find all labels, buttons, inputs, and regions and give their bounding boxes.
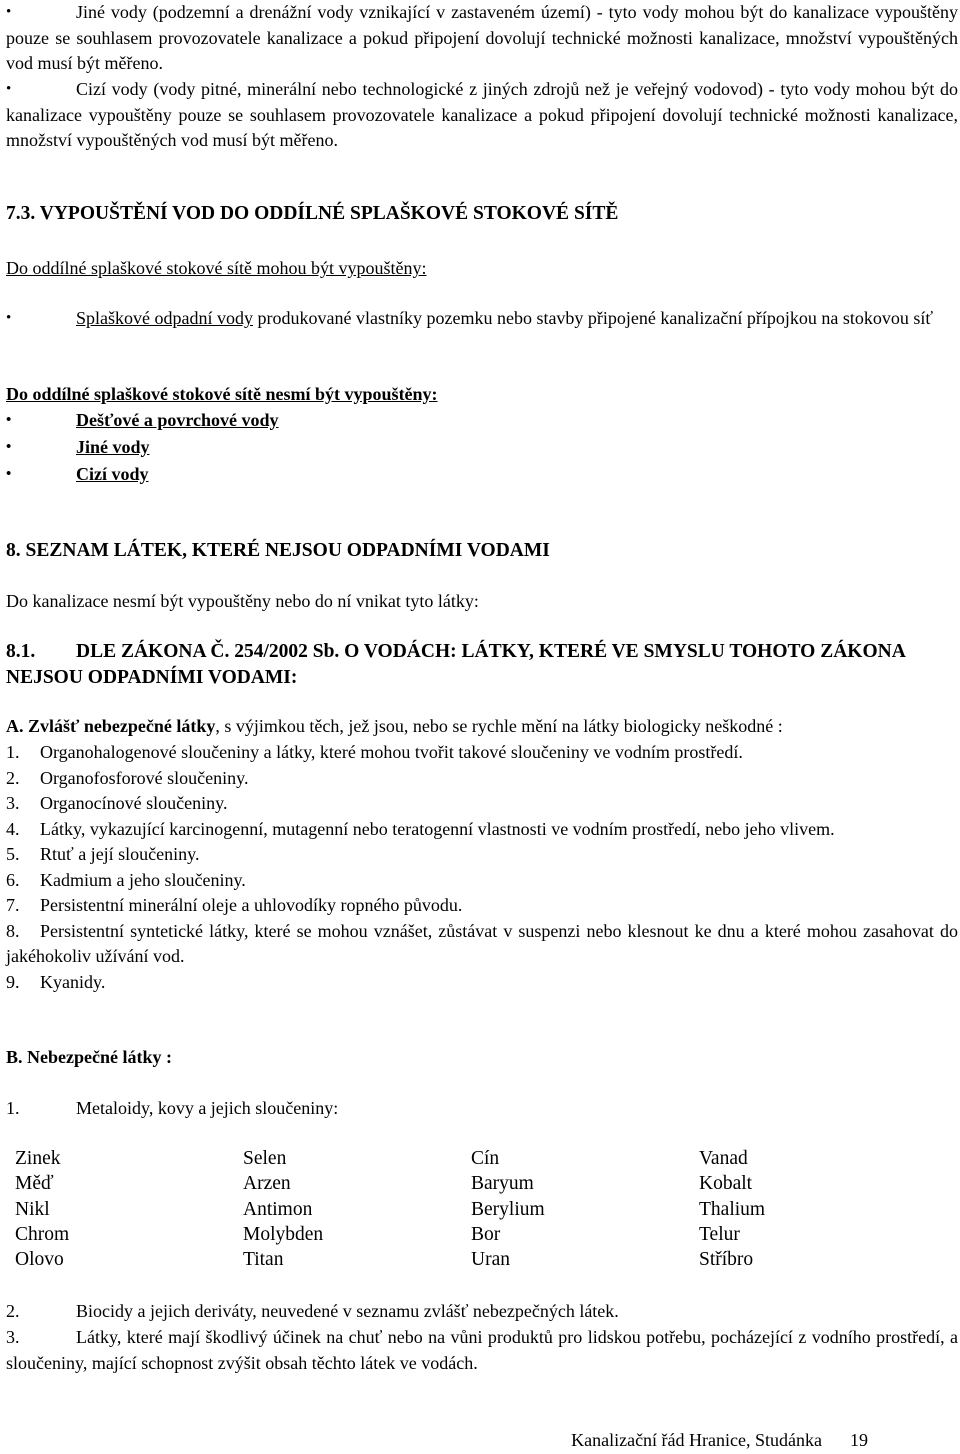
group-b-item-1: 1. Metaloidy, kovy a jejich sloučeniny: xyxy=(6,1098,339,1118)
table-cell: Antimon xyxy=(243,1198,313,1220)
table-cell: Thalium xyxy=(699,1198,766,1220)
forbidden-intro: Do oddílné splaškové stokové sítě nesmí být vypouštěny: xyxy=(6,384,438,404)
list-item: 1. Organohalogenové sloučeniny a látky, které mohou tvořit takové sloučeniny ve vodním prostředí. xyxy=(6,742,743,762)
table-cell: Berylium xyxy=(471,1198,545,1220)
page-number: 19 xyxy=(850,1430,868,1450)
list-item: 8. Persistentní syntetické látky, které se mohou vznášet, zůstávat v suspenzi nebo klesnout ke dnu a které mohou zasahovat do jakéhokoliv užívání vod. xyxy=(6,920,958,966)
group-a-heading: A. Zvlášť nebezpečné látky, s výjimkou těch, jež jsou, nebo se rychle mění na látky biologicky neškodné : xyxy=(6,716,783,736)
list-item: 5. Rtuť a její sloučeniny. xyxy=(6,844,200,864)
group-a-list xyxy=(6,740,958,995)
table-cell: Baryum xyxy=(471,1173,534,1195)
table-cell: Molybden xyxy=(243,1223,324,1245)
table-cell: Arzen xyxy=(243,1173,291,1195)
bullet-icon: • xyxy=(6,4,12,20)
list-item: 7. Persistentní minerální oleje a uhlovodíky ropného původu. xyxy=(6,895,463,915)
bullet-icon: • xyxy=(6,466,12,482)
table-cell: Měď xyxy=(15,1173,54,1195)
list-item: 4. Látky, vykazující karcinogenní, mutagenní nebo teratogenní vlastnosti ve vodním prostředí, nebo jeho vlivem. xyxy=(6,818,835,839)
table-row xyxy=(15,1222,935,1247)
bullet-icon: • xyxy=(6,310,12,326)
table-cell: Kobalt xyxy=(699,1173,753,1195)
table-cell: Uran xyxy=(471,1249,510,1271)
allowed-intro: Do oddílné splaškové stokové sítě mohou být vypouštěny: xyxy=(6,258,427,278)
table-cell: Stříbro xyxy=(699,1249,754,1271)
section-8-intro: Do kanalizace nesmí být vypouštěny nebo do ní vnikat tyto látky: xyxy=(6,591,479,611)
forbidden-item: • Cizí vody xyxy=(6,462,958,488)
table-cell: Cín xyxy=(471,1148,500,1169)
table-row xyxy=(15,1197,935,1222)
table-cell: Chrom xyxy=(15,1223,70,1245)
bullet-item-cizi-vody: • Cizí vody (vody pitné, minerální nebo technologické z jiných zdrojů než je veřejný vodovod) - tyto vody mohou být do kanalizace vypouštěny pouze se souhlasem provozovatele kanalizace a pokud připojení dovolují technické možnosti kanalizace, množství vypouštěných vod musí být měřeno. xyxy=(6,79,958,150)
section-heading-7-3: 7.3. VYPOUŠTĚNÍ VOD DO ODDÍLNÉ SPLAŠKOVÉ STOKOVÉ SÍTĚ xyxy=(6,203,619,224)
table-cell: Vanad xyxy=(699,1148,748,1169)
allowed-item: • Splaškové odpadní vody produkované vlastníky pozemku nebo stavby připojené kanalizační přípojkou na stokovou síť xyxy=(6,306,958,332)
list-item: 2. Organofosforové sloučeniny. xyxy=(6,767,249,788)
metals-table xyxy=(15,1146,935,1272)
table-cell: Selen xyxy=(243,1148,287,1169)
section-heading-8: 8. SEZNAM LÁTEK, KTERÉ NEJSOU ODPADNÍMI VODAMI xyxy=(6,540,550,561)
table-cell: Nikl xyxy=(15,1198,50,1220)
table-row xyxy=(15,1146,935,1171)
bullet-item-jine-vody: • Jiné vody (podzemní a drenážní vody vznikající v zastaveném území) - tyto vody mohou být do kanalizace vypouštěny pouze se souhlasem provozovatele kanalizace a pokud připojení dovolují technické možnosti kanalizace, množství vypouštěných vod musí být měřeno. xyxy=(6,2,958,73)
bullet-icon: • xyxy=(6,412,12,428)
forbidden-item: • Jiné vody xyxy=(6,435,958,461)
table-row xyxy=(15,1171,935,1196)
bullet-icon: • xyxy=(6,81,12,97)
list-item: 9. Kyanidy. xyxy=(6,971,106,992)
table-cell: Zinek xyxy=(15,1148,61,1169)
group-b-heading: B. Nebezpečné látky : xyxy=(6,1047,172,1067)
table-cell: Titan xyxy=(243,1249,284,1271)
bullet-icon: • xyxy=(6,439,12,455)
group-b-item-3: 3. Látky, které mají škodlivý účinek na chuť nebo na vůni produktů pro lidskou potřebu, pocházející z vodního prostředí, a sloučeniny, mající schopnost zvýšit obsah těchto látek ve vodách. xyxy=(6,1327,958,1373)
footer-title: Kanalizační řád Hranice, Studánka xyxy=(571,1430,822,1450)
group-b-item-2: 2. Biocidy a jejich deriváty, neuvedené v seznamu zvlášť nebezpečných látek. xyxy=(6,1301,619,1321)
table-cell: Olovo xyxy=(15,1249,64,1271)
table-cell: Telur xyxy=(699,1223,740,1245)
list-item: 6. Kadmium a jeho sloučeniny. xyxy=(6,869,246,890)
table-row xyxy=(15,1247,935,1272)
table-cell: Bor xyxy=(471,1223,501,1245)
list-item: 3. Organocínové sloučeniny. xyxy=(6,793,228,813)
forbidden-item: • Dešťové a povrchové vody xyxy=(6,408,958,434)
subsection-heading-8-1: 8.1. DLE ZÁKONA Č. 254/2002 Sb. O VODÁCH: LÁTKY, KTERÉ VE SMYSLU TOHOTO ZÁKONA NEJSOU ODPADNÍMI VODAMI: xyxy=(6,641,905,688)
